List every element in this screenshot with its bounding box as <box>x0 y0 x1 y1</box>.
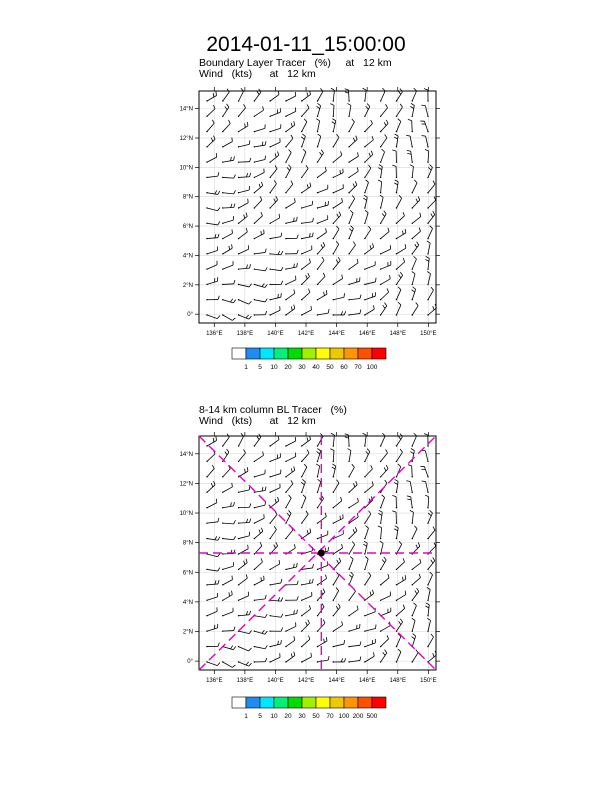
colorbar-label: 30 <box>298 364 306 371</box>
wind-barb <box>348 657 360 663</box>
wind-barb <box>222 576 232 586</box>
wind-barb <box>412 588 419 601</box>
colorbar-label: 20 <box>284 364 292 371</box>
x-tick-label: 136°E <box>206 678 223 684</box>
wind-barb <box>222 502 234 508</box>
wind-barb <box>238 486 250 493</box>
y-tick-label: 2°N <box>182 629 193 636</box>
y-tick-label: 0° <box>187 312 193 319</box>
wind-barb <box>206 437 216 447</box>
wind-barb <box>396 649 401 663</box>
wind-barb <box>238 449 246 462</box>
wind-barb <box>333 621 343 632</box>
wind-barb <box>285 466 295 477</box>
wind-barb <box>222 627 235 632</box>
panel2-title-line1: 8-14 km column BL Tracer (%) <box>199 404 347 416</box>
wind-barb <box>269 628 282 632</box>
x-tick-label: 148°E <box>389 331 406 337</box>
x-tick-label: 146°E <box>358 678 376 684</box>
wind-barb <box>333 530 344 539</box>
wind-barb <box>206 553 220 556</box>
wind-barb <box>206 518 219 524</box>
y-tick-label: 4°N <box>182 253 193 260</box>
wind-barb <box>363 433 367 446</box>
wind-barb <box>378 526 382 539</box>
wind-barb <box>301 479 305 493</box>
wind-barb <box>285 437 296 447</box>
y-tick-label: 2°N <box>182 282 193 289</box>
wind-barb <box>238 519 251 524</box>
colorbar-box <box>260 697 274 708</box>
wind-barb <box>238 592 249 601</box>
wind-barb <box>364 625 376 632</box>
colorbar-label: 100 <box>366 364 378 371</box>
wind-barb <box>206 568 220 571</box>
wind-barb <box>348 464 354 477</box>
wind-barb <box>348 641 361 647</box>
wind-barb <box>206 661 220 665</box>
x-tick-label: 142°E <box>297 331 315 337</box>
x-tick-label: 150°E <box>420 331 437 337</box>
colorbar-label: 50 <box>312 713 320 720</box>
wind-barb <box>206 465 214 478</box>
wind-barb <box>347 449 350 463</box>
wind-barb <box>269 560 279 570</box>
wind-barb <box>206 607 217 616</box>
colorbar-label: 10 <box>270 713 278 720</box>
colorbar-box <box>344 697 358 708</box>
y-tick-label: 8°N <box>182 540 193 547</box>
wind-barb <box>301 450 309 462</box>
wind-barb <box>392 495 397 508</box>
colorbar-label: 500 <box>366 713 378 720</box>
wind-barb <box>412 603 417 617</box>
x-tick-label: 140°E <box>267 331 284 337</box>
wind-barb <box>254 576 264 586</box>
wind-barb <box>348 624 360 632</box>
wind-barb <box>254 451 264 462</box>
wind-barb <box>317 479 321 493</box>
wind-barb <box>422 481 429 493</box>
wind-barb <box>285 610 297 617</box>
wind-barb <box>363 541 367 555</box>
wind-barb <box>285 510 291 523</box>
wind-barb <box>364 556 368 570</box>
y-tick-label: 14°N <box>179 451 193 458</box>
x-tick-label: 140°E <box>267 678 284 684</box>
wind-barb <box>254 514 265 524</box>
wind-barb <box>333 514 344 524</box>
wind-barb <box>332 464 336 478</box>
wind-barb <box>206 536 220 540</box>
panel2-title-line2: Wind (kts) at 12 km <box>199 415 316 427</box>
wind-barb <box>380 635 389 647</box>
wind-barb <box>269 484 280 493</box>
wind-barb <box>269 436 279 447</box>
y-tick-label: 12°N <box>179 481 193 488</box>
wind-barb <box>285 596 298 601</box>
wind-barb <box>238 503 251 508</box>
wind-barb <box>254 487 266 493</box>
wind-barb <box>396 605 405 617</box>
y-tick-label: 4°N <box>182 599 193 606</box>
x-tick-label: 138°E <box>236 331 254 337</box>
page-title: 2014-01-11_15:00:00 <box>206 33 406 56</box>
wind-barb <box>206 643 219 648</box>
x-tick-label: 150°E <box>420 678 437 684</box>
colorbar-label: 5 <box>258 713 262 720</box>
wind-barb <box>301 620 309 632</box>
wind-barb <box>285 636 295 647</box>
wind-barb <box>301 579 313 586</box>
wind-barb <box>406 481 413 493</box>
wind-barb <box>317 561 328 570</box>
wind-barb <box>254 658 267 663</box>
wind-barb <box>238 433 244 446</box>
wind-barb <box>380 557 386 570</box>
wind-barb <box>317 656 329 663</box>
wind-barb <box>317 495 324 508</box>
x-tick-label: 138°E <box>236 678 254 684</box>
x-tick-label: 148°E <box>389 678 406 684</box>
wind-barb <box>396 558 405 570</box>
wind-barb <box>285 495 291 508</box>
wind-barb <box>222 520 235 524</box>
wind-barb <box>222 465 230 477</box>
wind-barb <box>364 590 373 601</box>
x-tick-label: 146°E <box>358 331 376 337</box>
wind-barb <box>333 640 345 647</box>
colorbar-label: 200 <box>352 713 364 720</box>
wind-barb <box>412 634 416 648</box>
y-tick-label: 0° <box>187 659 193 666</box>
wind-barb <box>396 449 403 462</box>
wind-barb <box>317 531 328 540</box>
y-tick-label: 6°N <box>182 570 193 577</box>
wind-barb <box>222 646 236 650</box>
wind-barb <box>425 603 429 616</box>
wind-barb <box>269 614 283 618</box>
wind-barb <box>396 591 406 601</box>
wind-barb <box>222 562 234 570</box>
wind-barb <box>427 618 430 632</box>
wind-barb <box>222 550 235 555</box>
wind-barb <box>348 498 358 508</box>
wind-barb <box>412 618 416 632</box>
wind-barb <box>330 449 334 462</box>
colorbar-label: 50 <box>326 364 334 371</box>
wind-barb <box>206 499 217 509</box>
wind-barb <box>378 510 382 524</box>
wind-barb <box>285 622 296 631</box>
wind-barb <box>316 464 319 478</box>
panel1-title-line1: Boundary Layer Tracer (%) at 12 km <box>199 57 392 69</box>
colorbar-label: 1 <box>244 713 248 720</box>
wind-barb <box>222 661 235 667</box>
wind-barb <box>206 450 215 462</box>
wind-barb <box>254 595 267 601</box>
colorbar-label: 20 <box>284 713 292 720</box>
wind-barb <box>301 592 312 601</box>
y-tick-label: 10°N <box>179 165 193 172</box>
wind-barb <box>412 559 421 570</box>
colorbar-label: 70 <box>354 364 362 371</box>
wind-barb <box>285 581 298 586</box>
wind-barb <box>348 557 353 571</box>
wind-barb <box>222 483 232 493</box>
wind-barb <box>269 453 280 462</box>
wind-barb <box>408 465 413 478</box>
wind-barb <box>333 588 339 601</box>
colorbar-label: 30 <box>298 713 306 720</box>
wind-barb <box>364 639 375 647</box>
wind-barb <box>301 495 306 509</box>
wind-barb <box>206 580 219 585</box>
colorbar-label: 70 <box>326 713 334 720</box>
wind-barb <box>380 608 391 617</box>
wind-barb <box>222 608 233 617</box>
wind-barb <box>412 574 421 586</box>
wind-barb <box>238 574 247 585</box>
wind-barb <box>222 536 235 540</box>
colorbar-label: 100 <box>338 713 350 720</box>
x-tick-label: 144°E <box>328 331 345 337</box>
wind-barb <box>206 481 215 493</box>
wind-barb <box>206 593 217 601</box>
wind-barb <box>333 572 339 585</box>
wind-barb <box>317 604 324 617</box>
colorbar-box <box>302 697 316 708</box>
wind-barb <box>396 634 401 648</box>
wind-barb <box>348 481 357 493</box>
y-tick-label: 12°N <box>179 135 193 142</box>
wind-barb <box>254 558 263 570</box>
wind-barb <box>421 450 428 462</box>
wind-barb <box>364 511 371 524</box>
wind-barb <box>254 501 266 508</box>
colorbar-box <box>274 697 288 708</box>
colorbar-label: 1 <box>244 364 248 371</box>
wind-barb <box>238 559 247 570</box>
wind-barb <box>410 510 414 523</box>
wind-barb <box>380 650 387 663</box>
wind-barb <box>348 527 356 539</box>
x-tick-label: 144°E <box>328 678 345 684</box>
wind-barb <box>333 497 342 508</box>
wind-barb <box>285 563 297 570</box>
colorbar-label: 5 <box>258 364 262 371</box>
wind-barb <box>331 433 335 446</box>
wind-barb <box>396 619 403 632</box>
wind-barb <box>238 532 250 539</box>
wind-barb <box>380 574 389 585</box>
wind-barb <box>301 635 310 647</box>
wind-barb <box>364 572 371 585</box>
wind-barb <box>380 449 388 462</box>
y-tick-label: 10°N <box>179 511 193 518</box>
y-tick-label: 8°N <box>182 194 193 201</box>
y-tick-label: 6°N <box>182 224 193 231</box>
wind-barb <box>254 630 268 634</box>
wind-barb <box>364 526 368 540</box>
wind-barb <box>420 466 428 477</box>
wind-barb <box>380 592 391 601</box>
wind-barb <box>285 480 293 493</box>
colorbar-box <box>358 697 372 708</box>
panel1-title-line2: Wind (kts) at 12 km <box>199 68 316 80</box>
wind-barb <box>333 658 346 662</box>
wind-barb <box>254 645 268 648</box>
colorbar-box <box>316 697 330 708</box>
x-tick-label: 142°E <box>297 678 315 684</box>
wind-barb <box>380 495 385 509</box>
wind-barb <box>412 650 419 663</box>
wind-barb <box>254 528 263 540</box>
wind-barb <box>412 526 418 539</box>
colorbar-label: 60 <box>340 364 348 371</box>
wind-barb <box>380 465 388 477</box>
wind-barb <box>254 614 268 617</box>
wind-barb <box>364 465 372 477</box>
wind-barb <box>317 448 321 462</box>
colorbar-box <box>246 697 260 708</box>
wind-barb <box>206 624 217 632</box>
wind-barb <box>396 575 406 585</box>
wind-barb <box>333 480 339 493</box>
wind-barb <box>222 591 232 601</box>
colorbar-label: 40 <box>312 364 320 371</box>
colorbar-box <box>288 697 302 708</box>
wind-barb <box>380 433 385 447</box>
y-tick-label: 14°N <box>179 106 193 113</box>
wind-barb <box>238 611 251 617</box>
colorbar-label: 10 <box>270 364 278 371</box>
colorbar-box <box>372 697 386 708</box>
wind-barb <box>348 606 358 617</box>
colorbar-box <box>330 697 344 708</box>
wind-barb <box>407 496 413 509</box>
x-tick-label: 136°E <box>206 331 223 337</box>
colorbar-box <box>232 697 246 708</box>
wind-barb <box>254 470 266 478</box>
wind-barb <box>412 433 417 447</box>
target-marker <box>318 550 325 557</box>
